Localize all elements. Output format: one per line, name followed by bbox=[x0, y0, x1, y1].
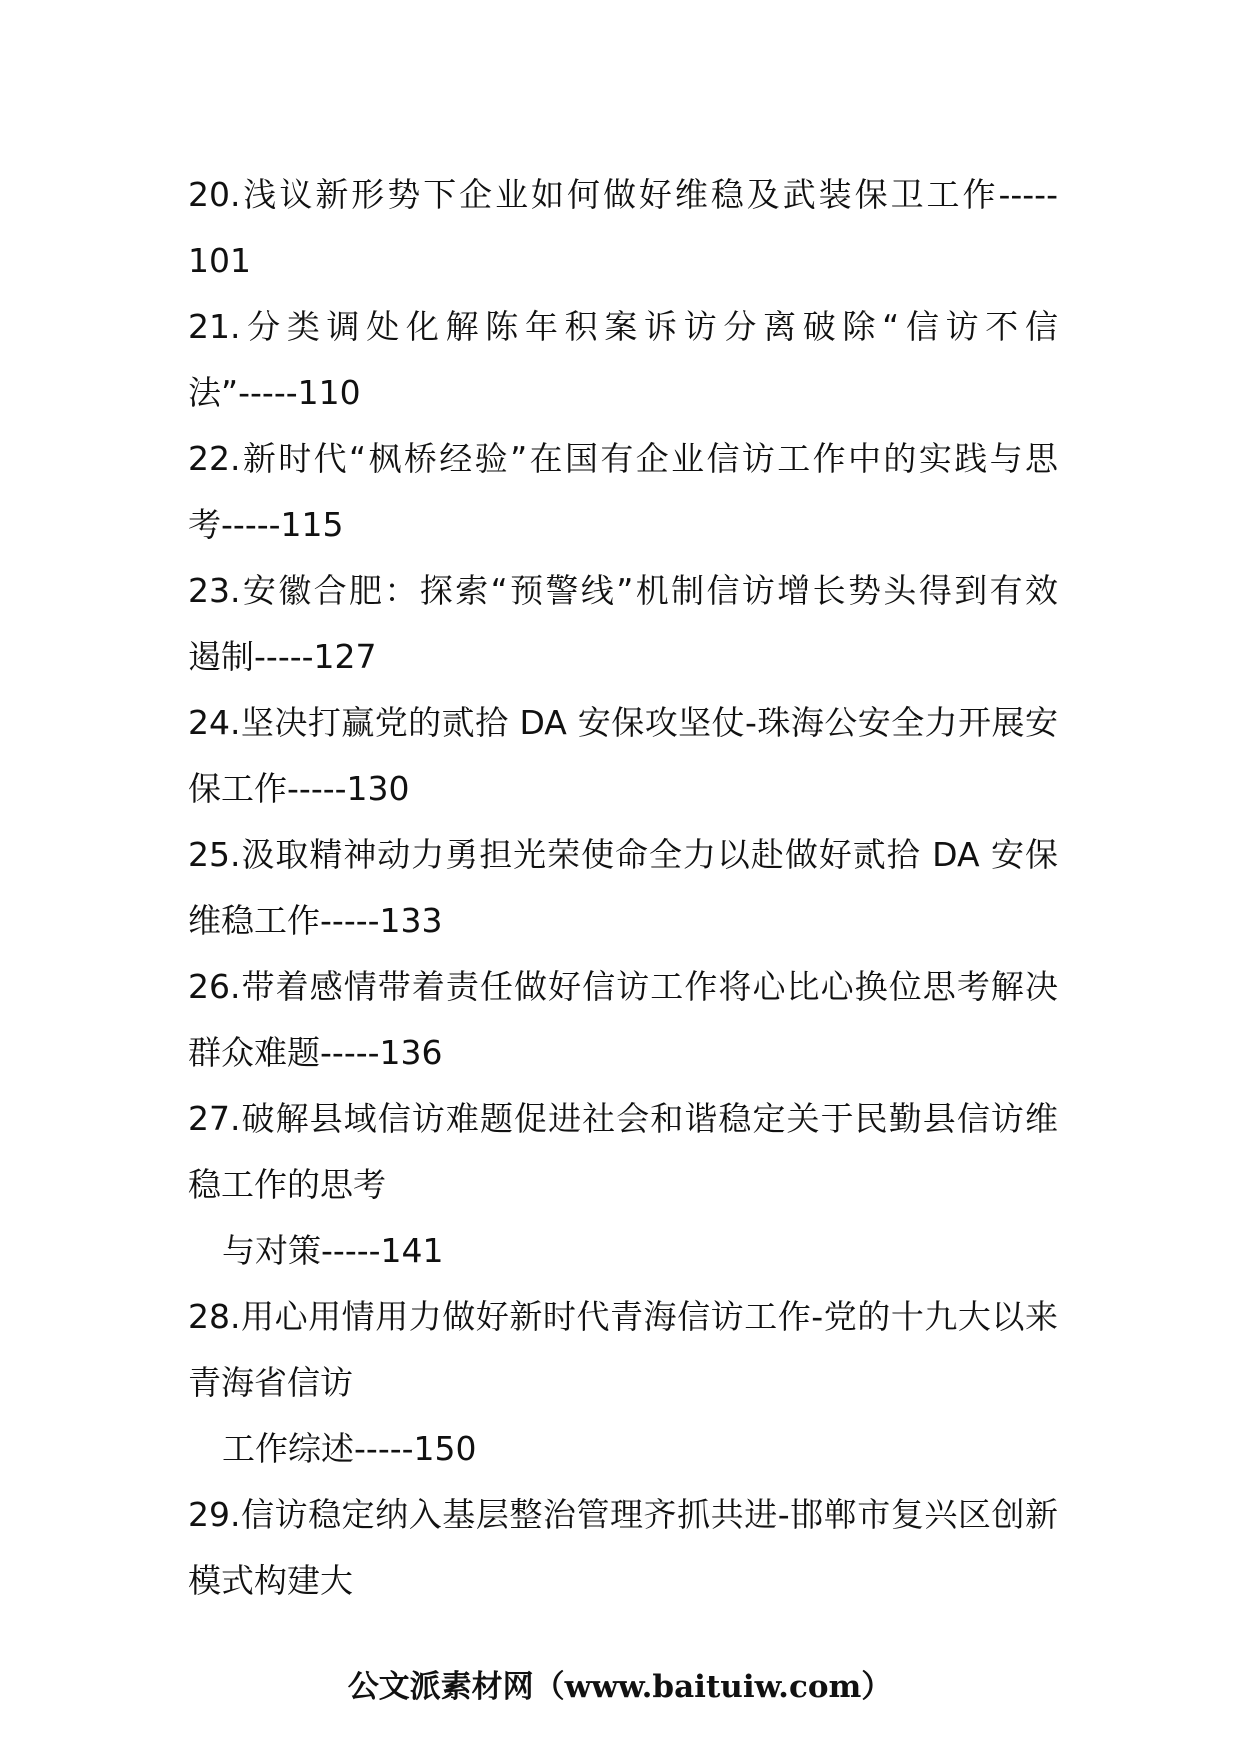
toc-line: 20.浅议新形势下企业如何做好维稳及武装保卫工作----- bbox=[188, 175, 1058, 214]
toc-line: 遏制-----127 bbox=[188, 637, 377, 676]
toc-line: 青海省信访 bbox=[188, 1363, 353, 1402]
toc-line: 工作综述-----150 bbox=[222, 1429, 477, 1468]
toc-line: 考-----115 bbox=[188, 505, 344, 544]
toc-line: 模式构建大 bbox=[188, 1561, 353, 1600]
toc-line: 21.分类调处化解陈年积案诉访分离破除“信访不信 bbox=[188, 307, 1058, 346]
toc-line: 27.破解县域信访难题促进社会和谐稳定关于民勤县信访维 bbox=[188, 1099, 1058, 1138]
toc-line: 28.用心用情用力做好新时代青海信访工作-党的十九大以来 bbox=[188, 1297, 1058, 1336]
toc-line: 26.带着感情带着责任做好信访工作将心比心换位思考解决 bbox=[188, 967, 1058, 1006]
table-of-contents bbox=[188, 162, 1058, 1614]
toc-line: 101 bbox=[188, 241, 251, 280]
toc-line: 25.汲取精神动力勇担光荣使命全力以赴做好贰拾 DA 安保 bbox=[188, 835, 1058, 874]
toc-line: 法”-----110 bbox=[188, 373, 361, 412]
toc-line: 稳工作的思考 bbox=[188, 1165, 386, 1204]
toc-line: 与对策-----141 bbox=[222, 1231, 444, 1270]
toc-line: 24.坚决打赢党的贰拾 DA 安保攻坚仗-珠海公安全力开展安 bbox=[188, 703, 1058, 742]
page-footer-watermark: 公文派素材网（www.baituiw.com） bbox=[347, 1669, 893, 1705]
toc-line: 23.安徽合肥：探索“预警线”机制信访增长势头得到有效 bbox=[188, 571, 1058, 610]
toc-line: 29.信访稳定纳入基层整治管理齐抓共进-邯郸市复兴区创新 bbox=[188, 1495, 1058, 1534]
toc-line: 维稳工作-----133 bbox=[188, 901, 443, 940]
toc-line: 保工作-----130 bbox=[188, 769, 410, 808]
toc-line: 群众难题-----136 bbox=[188, 1033, 443, 1072]
toc-line: 22.新时代“枫桥经验”在国有企业信访工作中的实践与思 bbox=[188, 439, 1058, 478]
